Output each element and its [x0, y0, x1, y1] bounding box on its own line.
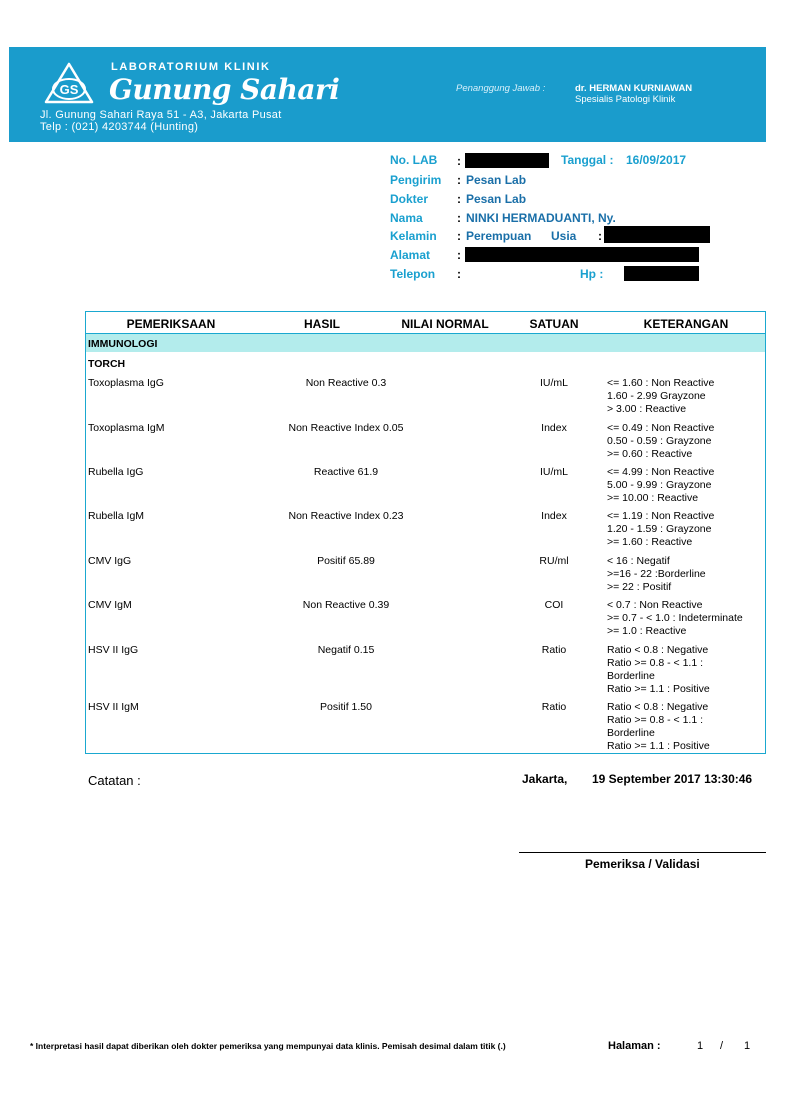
- usia-colon: :: [598, 229, 602, 243]
- reference-line: Ratio < 0.8 : Negative: [607, 701, 709, 713]
- alamat-redacted: [465, 247, 699, 262]
- responsible-doctor: dr. HERMAN KURNIAWAN: [575, 83, 693, 94]
- row-result: Non Reactive Index 0.23: [288, 510, 404, 522]
- row-result: Positif 65.89: [317, 555, 375, 567]
- logo-initials: GS: [59, 82, 79, 97]
- reference-line: < 16 : Negatif: [607, 555, 670, 567]
- tanggal-value: 16/09/2017: [626, 153, 687, 167]
- reference-line: 1.20 - 1.59 : Grayzone: [607, 523, 712, 535]
- page-label: Halaman :: [608, 1040, 661, 1052]
- row-reference: [607, 510, 763, 549]
- no-lab-redacted: [465, 153, 549, 168]
- reference-line: Ratio >= 1.1 : Positive: [607, 683, 710, 695]
- lab-phone: Telp : (021) 4203744 (Hunting): [40, 121, 199, 133]
- signature-line: [519, 852, 766, 853]
- row-test-name: Toxoplasma IgM: [88, 422, 165, 434]
- col-header-pemeriksaan: PEMERIKSAAN: [126, 317, 216, 331]
- lab-address: Jl. Gunung Sahari Raya 51 - A3, Jakarta Pusat: [40, 109, 282, 121]
- reference-line: Ratio < 0.8 : Negative: [607, 644, 709, 656]
- row-reference: [607, 644, 763, 696]
- sign-city: Jakarta,: [522, 772, 568, 786]
- responsible-label: Penanggung Jawab :: [456, 83, 546, 94]
- section-label: IMMUNOLOGI: [88, 338, 158, 350]
- responsible-title: Spesialis Patologi Klinik: [575, 94, 676, 105]
- row-test-name: Rubella IgG: [88, 466, 144, 478]
- reference-line: Ratio >= 0.8 - < 1.1 :: [607, 657, 704, 669]
- row-result: Non Reactive 0.3: [305, 377, 387, 389]
- reference-line: <= 4.99 : Non Reactive: [607, 466, 715, 478]
- row-reference: [607, 701, 763, 753]
- reference-line: >= 0.7 - < 1.0 : Indeterminate: [607, 612, 743, 624]
- row-reference: [607, 466, 763, 505]
- reference-line: <= 0.49 : Non Reactive: [607, 422, 715, 434]
- row-result: Reactive 61.9: [313, 466, 379, 478]
- reference-line: > 3.00 : Reactive: [607, 403, 687, 415]
- kelamin-value: Perempuan: [466, 229, 532, 243]
- row-result: Non Reactive 0.39: [302, 599, 390, 611]
- result-table: [85, 311, 766, 754]
- reference-line: >= 0.60 : Reactive: [607, 448, 693, 460]
- page-current: 1: [697, 1040, 704, 1052]
- row-unit: COI: [544, 599, 564, 611]
- row-unit: Index: [541, 422, 567, 434]
- row-test-name: HSV II IgG: [88, 644, 139, 656]
- nama-value: NINKI HERMADUANTI, Ny.: [466, 211, 616, 225]
- row-reference: [607, 377, 763, 416]
- reference-line: 0.50 - 0.59 : Grayzone: [607, 435, 712, 447]
- usia-redacted: [604, 226, 710, 243]
- nama-colon: :: [457, 211, 461, 225]
- alamat-label: Alamat: [390, 248, 431, 262]
- lab-header-banner: [9, 47, 766, 142]
- reference-line: Ratio >= 1.1 : Positive: [607, 740, 710, 752]
- row-unit: Ratio: [541, 701, 567, 713]
- dokter-value: Pesan Lab: [466, 192, 527, 206]
- reference-line: < 0.7 : Non Reactive: [607, 599, 703, 611]
- reference-line: >= 22 : Positif: [607, 581, 672, 593]
- row-reference: [607, 422, 763, 461]
- row-unit: RU/ml: [539, 555, 569, 567]
- pengirim-label: Pengirim: [390, 173, 442, 187]
- nama-label: Nama: [390, 211, 423, 225]
- hp-label: Hp :: [580, 267, 604, 281]
- row-test-name: CMV IgM: [88, 599, 132, 611]
- lab-name: Gunung Sahari: [109, 73, 340, 106]
- alamat-colon: :: [457, 248, 461, 262]
- dokter-colon: :: [457, 192, 461, 206]
- row-test-name: Toxoplasma IgG: [88, 377, 164, 389]
- reference-line: >= 1.60 : Reactive: [607, 536, 693, 548]
- pengirim-colon: :: [457, 173, 461, 187]
- hp-redacted: [624, 266, 699, 281]
- signer-role: Pemeriksa / Validasi: [585, 857, 700, 871]
- row-test-name: Rubella IgM: [88, 510, 145, 522]
- reference-line: >= 1.0 : Reactive: [607, 625, 687, 637]
- pengirim-value: Pesan Lab: [466, 173, 527, 187]
- kelamin-colon: :: [457, 229, 461, 243]
- reference-line: >= 10.00 : Reactive: [607, 492, 699, 504]
- section-band: [86, 334, 765, 352]
- lab-kicker: LABORATORIUM KLINIK: [111, 61, 271, 73]
- note-label: Catatan :: [88, 773, 141, 788]
- reference-line: <= 1.60 : Non Reactive: [607, 377, 715, 389]
- col-header-hasil: HASIL: [304, 317, 340, 331]
- no-lab-label: No. LAB: [390, 153, 438, 167]
- lab-logo-icon: [44, 62, 94, 106]
- telepon-label: Telepon: [390, 267, 436, 281]
- no-lab-colon: :: [457, 154, 461, 168]
- row-test-name: HSV II IgM: [88, 701, 139, 713]
- col-header-keterangan: KETERANGAN: [643, 317, 729, 331]
- row-unit: Index: [541, 510, 567, 522]
- usia-label: Usia: [551, 229, 577, 243]
- row-result: Non Reactive Index 0.05: [288, 422, 404, 434]
- row-unit: Ratio: [541, 644, 567, 656]
- row-unit: IU/mL: [539, 466, 568, 478]
- col-header-satuan: SATUAN: [529, 317, 579, 331]
- group-label: TORCH: [88, 358, 126, 370]
- row-result: Negatif 0.15: [317, 644, 375, 656]
- reference-line: 5.00 - 9.99 : Grayzone: [607, 479, 712, 491]
- disclaimer: * Interpretasi hasil dapat diberikan oleh dokter pemeriksa yang mempunyai data klinis. Pemisah desimal dalam titik (.): [30, 1041, 506, 1051]
- row-test-name: CMV IgG: [88, 555, 132, 567]
- row-reference: [607, 555, 763, 594]
- page-separator: /: [720, 1040, 724, 1052]
- reference-line: >=16 - 22 :Borderline: [607, 568, 706, 580]
- reference-line: 1.60 - 2.99 Grayzone: [607, 390, 706, 402]
- row-reference: [607, 599, 763, 638]
- tanggal-label: Tanggal :: [561, 153, 614, 167]
- reference-line: Borderline: [607, 727, 655, 739]
- telepon-colon: :: [457, 267, 461, 281]
- kelamin-label: Kelamin: [390, 229, 437, 243]
- sign-datetime: 19 September 2017 13:30:46: [592, 772, 753, 786]
- row-unit: IU/mL: [539, 377, 568, 389]
- reference-line: <= 1.19 : Non Reactive: [607, 510, 715, 522]
- reference-line: Borderline: [607, 670, 655, 682]
- page-total: 1: [744, 1040, 751, 1052]
- dokter-label: Dokter: [390, 192, 429, 206]
- reference-line: Ratio >= 0.8 - < 1.1 :: [607, 714, 704, 726]
- col-header-nilai-normal: NILAI NORMAL: [401, 317, 489, 331]
- row-result: Positif 1.50: [320, 701, 372, 713]
